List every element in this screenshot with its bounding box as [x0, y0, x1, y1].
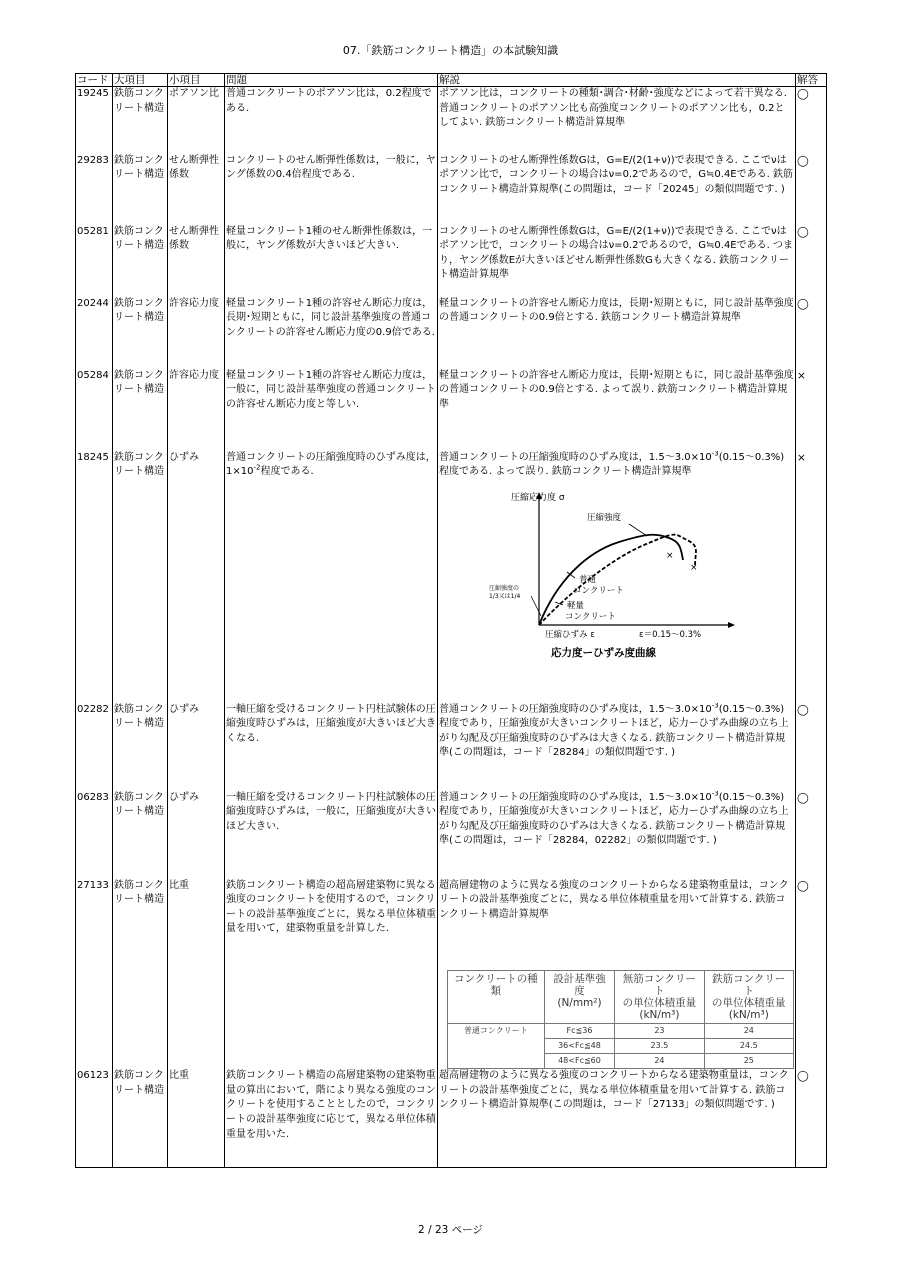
- uw-header-fc-line2: (N/mm²): [557, 997, 602, 1010]
- peak-leader: [629, 524, 647, 536]
- row-explanation: 軽量コンクリートの許容せん断応力度は，長期･短期ともに，同じ設計基準強度の普通コンクリートの0.9倍とする. よって誤り. 鉄筋コンクリート構造計算規準: [438, 369, 796, 451]
- question-text-tail: 程度である.: [260, 466, 314, 478]
- exponent: -3: [711, 702, 719, 710]
- uw-header-rc-line1: 鉄筋コンクリート: [712, 973, 786, 998]
- header-question: 問題: [225, 74, 438, 87]
- table-row: [76, 879, 827, 1070]
- row-minor: せん断弾性係数: [168, 154, 225, 225]
- row-question: 軽量コンクリート1種の許容せん断応力度は，長期･短期ともに，同じ設計基準強度の普通コンクリートの許容せん断応力度の0.9倍である.: [225, 297, 438, 369]
- uw-fc-cell: 48<Fc≦60: [544, 1054, 615, 1069]
- uw-header-plain-line3: (kN/m³): [639, 1009, 680, 1022]
- uw-rc-cell: 25: [704, 1054, 793, 1069]
- row-minor: ポアソン比: [168, 87, 225, 154]
- uw-header-plain-line2: の単位体積重量: [622, 997, 697, 1010]
- row-answer: ◯: [796, 225, 827, 297]
- uw-rc-cell: 24.5: [704, 1039, 793, 1054]
- row-answer: ◯: [796, 703, 827, 791]
- row-answer: ×: [796, 451, 827, 703]
- fail-mark-light: ×: [690, 562, 698, 573]
- row-major: 鉄筋コンクリート構造: [113, 879, 168, 1070]
- table-row: [76, 154, 827, 225]
- uw-header-rc: [704, 971, 793, 1024]
- row-question: 軽量コンクリート1種のせん断弾性係数は，一般に，ヤング係数が大きいほど大きい.: [225, 225, 438, 297]
- uw-header-rc-line3: (kN/m³): [728, 1009, 769, 1022]
- row-answer: ◯: [796, 879, 827, 1070]
- question-table: [75, 73, 827, 1168]
- row-major: 鉄筋コンクリート構造: [113, 225, 168, 297]
- explanation-text-tail: (0.15～0.3%)程度であり，圧縮強度が大きいコンクリートほど，応力ーひずみ曲線の立ち上がり勾配及び圧縮強度時のひずみは大きくなる. 鉄筋コンクリート構造計算規準(この問題は，コード「28284，02282」の類似問題です. ): [439, 791, 789, 847]
- header-code: コード: [76, 74, 113, 87]
- row-minor: せん断弾性係数: [168, 225, 225, 297]
- explanation-text: 普通コンクリートの圧縮強度時のひずみ度は，1.5～3.0×10: [439, 791, 712, 803]
- uw-fc-cell: Fc≦36: [544, 1024, 615, 1039]
- row-major: 鉄筋コンクリート構造: [113, 1069, 168, 1167]
- exponent: -2: [253, 463, 261, 472]
- table-row: [76, 791, 827, 879]
- header-minor: 小項目: [168, 74, 225, 87]
- unit-weight-table: [447, 970, 794, 1069]
- uw-header-fc-line1: 設計基準強度: [553, 973, 606, 998]
- row-code: 06283: [76, 791, 113, 879]
- uw-plain-cell: 23.5: [615, 1039, 704, 1054]
- row-code: 29283: [76, 154, 113, 225]
- row-answer: ◯: [796, 791, 827, 879]
- explanation-text: 超高層建物のように異なる強度のコンクリートからなる建築物重量は，コンクリートの設計基準強度ごとに，異なる単位体積重量を用いて計算する. 鉄筋コンクリート構造計算規準: [439, 879, 789, 920]
- exponent: -3: [711, 790, 719, 798]
- strain-range-label: ε＝0.15～0.3%: [639, 629, 702, 640]
- question-text: 普通コンクリートの圧縮強度時のひずみ度は，1×10: [226, 451, 436, 478]
- row-question: 普通コンクリートのポアソン比は，0.2程度である.: [225, 87, 438, 154]
- row-code: 05284: [76, 369, 113, 451]
- row-explanation: 軽量コンクリートの許容せん断応力度は，長期･短期ともに，同じ設計基準強度の普通コンクリートの0.9倍とする. 鉄筋コンクリート構造計算規準: [438, 297, 796, 369]
- table-header-row: [76, 74, 827, 87]
- row-explanation: [438, 451, 796, 703]
- row-minor: 許容応力度: [168, 297, 225, 369]
- row-question: [225, 451, 438, 703]
- document-title: 07.「鉄筋コンクリート構造」の本試験知識: [342, 44, 559, 57]
- row-answer: ×: [796, 369, 827, 451]
- row-code: 05281: [76, 225, 113, 297]
- row-minor: ひずみ: [168, 451, 225, 703]
- row-explanation: コンクリートのせん断弾性係数Gは，G=E/(2(1+ν))で表現できる. ここでνはポアソン比で，コンクリートの場合はν=0.2であるので，G≒0.4Eである. 鉄筋コンクリート構造計算規準(この問題は，コード「20245」の類似問題です. ): [438, 154, 796, 225]
- y-axis-label: 圧縮応力度 σ: [511, 492, 565, 503]
- uw-plain-cell: 23: [615, 1024, 704, 1039]
- row-question: 一軸圧縮を受けるコンクリート円柱試験体の圧縮強度時ひずみは，圧縮強度が大きいほど大きくなる.: [225, 703, 438, 791]
- stress-strain-figure: [469, 490, 739, 662]
- row-question: 鉄筋コンクリート構造の超高層建築物に異なる強度のコンクリートを使用するので，コンクリートの設計基準強度ごとに，異なる単位体積重量を用いて，建築物重量を計算した.: [225, 879, 438, 1070]
- row-explanation: [438, 879, 796, 1070]
- uw-header-plain-line1: 無筋コンクリート: [622, 973, 697, 998]
- table-row: [76, 87, 827, 154]
- row-explanation: コンクリートのせん断弾性係数Gは，G=E/(2(1+ν))で表現できる. ここでνはポアソン比で，コンクリートの場合はν=0.2であるので，G≒0.4Eである. つまり，ヤング係数Eが大きいほどせん断弾性係数Gも大きくなる. 鉄筋コンクリート構造計算規準: [438, 225, 796, 297]
- uw-header-fc: [544, 971, 615, 1024]
- uw-header-rc-line2: の単位体積重量: [712, 997, 786, 1010]
- row-explanation: [438, 791, 796, 879]
- row-code: 06123: [76, 1069, 113, 1167]
- table-row: [76, 225, 827, 297]
- uw-fc-cell: 36<Fc≦48: [544, 1039, 615, 1054]
- row-code: 20244: [76, 297, 113, 369]
- lightweight-concrete-curve: [539, 534, 696, 624]
- row-question: 一軸圧縮を受けるコンクリート円柱試験体の圧縮強度時ひずみは，一般に，圧縮強度が大きいほど大きい.: [225, 791, 438, 879]
- uw-header-kind: コンクリートの種類: [448, 971, 545, 1024]
- row-major: 鉄筋コンクリート構造: [113, 791, 168, 879]
- row-major: 鉄筋コンクリート構造: [113, 154, 168, 225]
- header-major: 大項目: [113, 74, 168, 87]
- light-label-2: コンクリート: [565, 611, 616, 622]
- normal-label-2: コンクリート: [573, 585, 624, 596]
- header-explanation: 解説: [438, 74, 796, 87]
- explanation-text: 普通コンクリートの圧縮強度時のひずみ度は，1.5～3.0×10: [439, 451, 712, 463]
- table-row: [76, 451, 827, 703]
- row-question: 軽量コンクリート1種の許容せん断応力度は，一般に，同じ設計基準強度の普通コンクリートの許容せん断応力度と等しい.: [225, 369, 438, 451]
- exponent: -3: [711, 450, 719, 458]
- row-explanation: 超高層建物のように異なる強度のコンクリートからなる建築物重量は，コンクリートの設計基準強度ごとに，異なる単位体積重量を用いて計算する. 鉄筋コンクリート構造計算規準(この問題は，コード「27133」の類似問題です. ): [438, 1069, 796, 1167]
- figure-caption: 応力度ーひずみ度曲線: [551, 646, 656, 659]
- header-answer: 解答: [796, 74, 827, 87]
- normal-label-1: 普通: [579, 574, 597, 585]
- row-minor: 許容応力度: [168, 369, 225, 451]
- fail-mark-normal: ×: [666, 550, 674, 561]
- row-explanation: ポアソン比は，コンクリートの種類･調合･材齢･強度などによって若干異なる. 普通コンクリートのポアソン比も高強度コンクリートのポアソン比も，0.2としてよい. 鉄筋コンクリート構造計算規準: [438, 87, 796, 154]
- row-major: 鉄筋コンクリート構造: [113, 703, 168, 791]
- row-code: 27133: [76, 879, 113, 1070]
- x-axis-arrow: [728, 622, 735, 628]
- explanation-text-tail: (0.15～0.3%)程度であり，圧縮強度が大きいコンクリートほど，応力ーひずみ曲線の立ち上がり勾配及び圧縮強度時のひずみは大きくなる. 鉄筋コンクリート構造計算規準(この問題は，コード「28284」の類似問題です. ): [439, 703, 789, 759]
- uw-plain-cell: 24: [615, 1054, 704, 1069]
- table-row: [76, 703, 827, 791]
- row-major: 鉄筋コンクリート構造: [113, 297, 168, 369]
- row-explanation: [438, 703, 796, 791]
- row-code: 02282: [76, 703, 113, 791]
- row-major: 鉄筋コンクリート構造: [113, 87, 168, 154]
- peak-label: 圧縮強度: [587, 512, 622, 523]
- row-answer: ◯: [796, 297, 827, 369]
- row-question: 鉄筋コンクリート構造の高層建築物の建築物重量の算出において，階により異なる強度のコンクリートを使用することとしたので，コンクリートの設計基準強度に応じて，異なる単位体積重量を用いた.: [225, 1069, 438, 1167]
- page-footer: 2 / 23 ページ: [418, 1224, 483, 1236]
- third-label-2: 1/3又は1/4: [489, 592, 521, 600]
- table-row: [76, 297, 827, 369]
- explanation-text: 普通コンクリートの圧縮強度時のひずみ度は，1.5～3.0×10: [439, 703, 712, 715]
- table-row: [76, 1069, 827, 1167]
- row-code: 19245: [76, 87, 113, 154]
- row-answer: ◯: [796, 87, 827, 154]
- uw-kind-cell: 普通コンクリート: [448, 1024, 545, 1069]
- row-answer: ◯: [796, 154, 827, 225]
- light-label-1: 軽量: [567, 600, 585, 611]
- row-question: コンクリートのせん断弾性係数は，一般に，ヤング係数の0.4倍程度である.: [225, 154, 438, 225]
- third-label-1: 圧縮強度の: [489, 584, 520, 592]
- row-major: 鉄筋コンクリート構造: [113, 451, 168, 703]
- row-code: 18245: [76, 451, 113, 703]
- row-minor: ひずみ: [168, 791, 225, 879]
- uw-rc-cell: 24: [704, 1024, 793, 1039]
- row-minor: ひずみ: [168, 703, 225, 791]
- explanation-text-tail: (0.15～0.3%)程度である. よって誤り. 鉄筋コンクリート構造計算規準: [439, 451, 785, 478]
- x-axis-label: 圧縮ひずみ ε: [545, 629, 595, 640]
- row-minor: 比重: [168, 879, 225, 1070]
- uw-header-plain: [615, 971, 704, 1024]
- row-major: 鉄筋コンクリート構造: [113, 369, 168, 451]
- table-row: [76, 369, 827, 451]
- row-answer: ◯: [796, 1069, 827, 1167]
- row-minor: 比重: [168, 1069, 225, 1167]
